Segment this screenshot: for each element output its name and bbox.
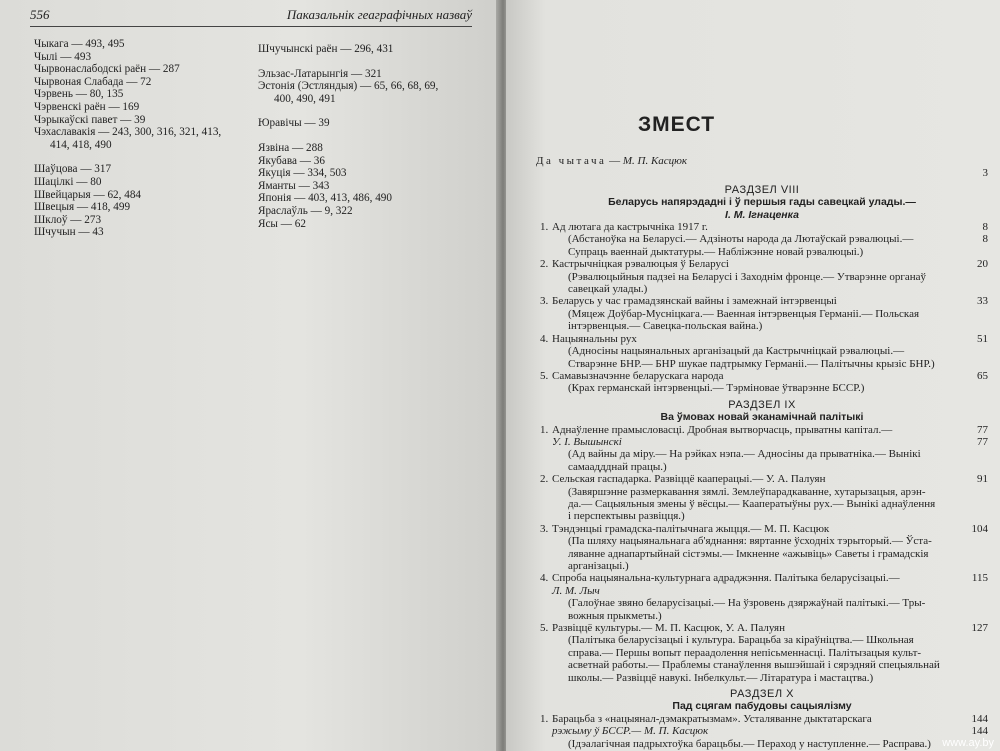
toc-page-number: 51 xyxy=(977,332,988,345)
index-entry: Эстонія (Эстляндыя) — 65, 66, 68, 69, xyxy=(258,80,439,93)
index-entry-continuation: 400, 490, 491 xyxy=(274,92,336,105)
toc-chapter-summary xyxy=(536,672,988,684)
toc-chapter-author: У. І. Вышынскі xyxy=(552,435,622,448)
toc-chapter-title: Беларусь у час грамадзянскай вайны і замежнай інтэрвенцыі xyxy=(552,295,837,308)
toc-chapter-title: Спроба нацыянальна-культурнага адраджэння. Палітыка беларусізацыі.— xyxy=(552,572,900,585)
toc-chapter-summary xyxy=(536,659,988,671)
toc-chapter-title: Аднаўленне прамысловасці. Дробная вытворчасць, прыватны капітал.— xyxy=(552,423,893,436)
toc-chapter-number: 4. xyxy=(540,572,549,585)
toc-summary-text: (Рэвалюцыйныя падзеі на Беларусі і Заходнім фронце.— Утварэнне органаў xyxy=(568,270,927,283)
toc-chapter-summary xyxy=(536,448,988,460)
toc-chapter-author: рэжыму ў БССР.— М. П. Касцюк xyxy=(552,725,709,738)
toc-chapter-number: 5. xyxy=(540,369,549,382)
toc-intro-page-row xyxy=(536,167,988,179)
toc-chapter-summary xyxy=(536,510,988,522)
toc-page-number: 20 xyxy=(977,258,988,271)
toc-chapter-title: Ад лютага да кастрычніка 1917 г. xyxy=(552,221,708,234)
toc-chapter-title: Сельская гаспадарка. Развіццё кааперацыі.— У. А. Палуян xyxy=(552,473,826,486)
page-number: 556 xyxy=(30,7,50,22)
index-gap xyxy=(258,56,478,68)
toc-chapter-summary xyxy=(536,610,988,622)
toc-summary-text: вожныя прыкметы.) xyxy=(568,609,662,622)
toc-intro-author: М. П. Касцюк xyxy=(622,155,688,167)
toc-chapter xyxy=(536,295,988,307)
toc-chapter-number: 3. xyxy=(540,522,549,535)
index-column-2 xyxy=(258,43,478,230)
index-entry: Швецыя — 418, 499 xyxy=(34,201,131,214)
running-title: Паказальнік геаграфічных назваў xyxy=(286,7,472,22)
toc-chapter-number: 5. xyxy=(540,622,549,635)
toc-summary-text: (Ад вайны да міру.— На рэйках нэпа.— Адносіны да прыватніка.— Вынікі xyxy=(568,448,921,461)
index-entry: Шацілкі — 80 xyxy=(34,175,102,188)
toc-chapter-summary xyxy=(536,548,988,560)
toc-page-number: 104 xyxy=(971,522,988,535)
toc-chapter-number: 4. xyxy=(540,332,549,345)
toc-chapter xyxy=(536,333,988,345)
index-entry: Чырвоная Слабада — 72 xyxy=(34,75,152,88)
toc-chapter xyxy=(536,424,988,436)
table-of-contents xyxy=(536,155,988,750)
index-entry: Шчучынскі раён — 296, 431 xyxy=(258,43,394,55)
toc-section-heading: РАЗДЗЕЛ VIII xyxy=(724,183,800,196)
toc-summary-text: інтэрвенцыя.— Савецка-польская вайна.) xyxy=(568,320,763,333)
toc-chapter-summary xyxy=(536,461,988,473)
index-entry: Якуція — 334, 503 xyxy=(258,167,347,180)
toc-chapter-summary xyxy=(536,486,988,498)
toc-chapter-summary xyxy=(536,320,988,332)
toc-chapter-summary xyxy=(536,647,988,659)
toc-chapter xyxy=(536,622,988,634)
toc-summary-text: ляванне аднапартыйнай сістэмы.— Імкненне «ажывіць» Саветы і грамадскія xyxy=(568,547,929,560)
toc-chapter-title: Нацыянальны рух xyxy=(552,332,637,345)
toc-summary-text: справа.— Першы вопыт пераадолення непісьменнасці. Палітызацыя культ- xyxy=(568,646,922,659)
toc-chapter-summary xyxy=(536,308,988,320)
toc-page-number: 144 xyxy=(971,712,988,725)
index-entry: Шчучын — 43 xyxy=(34,226,104,239)
toc-page-number: 77 xyxy=(977,423,988,436)
toc-page-number: 8 xyxy=(982,233,988,246)
toc-chapter xyxy=(536,473,988,485)
toc-chapter xyxy=(536,221,988,233)
toc-chapter-number: 1. xyxy=(540,423,549,436)
toc-page-number: 65 xyxy=(977,369,988,382)
toc-summary-text: (Па шляху нацыянальнага аб'яднання: вяртанне ўсходніх тэрыторый.— Ўста- xyxy=(568,535,932,548)
toc-chapter-number: 2. xyxy=(540,258,549,271)
toc-summary-text: (Завяршэнне размеркавання зямлі. Землеўпарадкаванне, хутарызацыя, арэн- xyxy=(568,485,926,498)
index-entry: Шклоў — 273 xyxy=(34,213,102,226)
index-gap xyxy=(258,130,478,142)
toc-chapter-summary xyxy=(536,597,988,609)
toc-summary-text: (Мяцеж Доўбар-Мусніцкага.— Ваенная інтэрвенцыя Германіі.— Польская xyxy=(568,307,920,320)
toc-part-title: Пад сцягам пабудовы сацыялізму xyxy=(672,700,852,713)
toc-section-heading: РАЗДЗЕЛ IX xyxy=(728,398,796,411)
index-entry: Якубава — 36 xyxy=(258,154,325,167)
right-page xyxy=(506,0,1000,751)
toc-page-number: 3 xyxy=(982,167,988,180)
toc-chapter-title: Развіццё культуры.— М. П. Касцюк, У. А. Палуян xyxy=(552,622,785,635)
toc-summary-text: (Палітыка беларусізацыі і культура. Барацьба за кіраўніцтва.— Школьная xyxy=(568,634,914,647)
index-gap xyxy=(258,105,478,117)
toc-summary-text: (Галоўнае звяно беларусізацыі.— На ўзровень дзяржаўнай палітыкі.— Тры- xyxy=(568,597,926,610)
index-entry-continuation: 414, 418, 490 xyxy=(50,138,112,151)
index-entry: Чэрвенскі раён — 169 xyxy=(34,100,140,113)
toc-page-number: 91 xyxy=(977,473,988,486)
watermark: www.ay.by xyxy=(942,737,994,749)
index-entry: Ясы — 62 xyxy=(258,217,306,230)
index-gap xyxy=(34,151,254,163)
toc-summary-text: да.— Сацыяльныя змены ў вёсцы.— Кааператыўны рух.— Вынікі аднаўлення xyxy=(568,497,936,510)
index-entry: Японія — 403, 413, 486, 490 xyxy=(258,192,392,205)
toc-page-number: 144 xyxy=(971,725,988,738)
toc-chapter-summary xyxy=(536,283,988,295)
index-entry: Швейцарыя — 62, 484 xyxy=(34,188,142,201)
index-entry: Эльзас-Латарынгія — 321 xyxy=(258,67,382,80)
index-entry: Чэрвень — 80, 135 xyxy=(34,88,124,101)
index-entry: Яманты — 343 xyxy=(258,179,330,192)
toc-intro: Да чытача — М. П. Касцюк xyxy=(536,155,688,167)
index-entry: Чылі — 493 xyxy=(34,50,92,63)
toc-page-number: 127 xyxy=(971,622,988,635)
toc-chapter-number: 2. xyxy=(540,473,549,486)
toc-summary-text: (Адносіны нацыянальных арганізацый да Кастрычніцкай рэвалюцыі.— xyxy=(568,345,905,358)
toc-chapter-summary: Супраць ваеннай дыктатуры.— Набліжэнне новай рэвалюцыі.) xyxy=(568,245,864,258)
toc-chapter-title: Кастрычніцкая рэвалюцыя ў Беларусі xyxy=(552,258,729,271)
toc-part-title: Ва ўмовах новай эканамічнай палітыкі xyxy=(660,411,864,424)
toc-summary-text: самааддднай працы.) xyxy=(568,460,667,473)
toc-chapter-summary xyxy=(536,498,988,510)
toc-summary-text: і перспектывы развіцця.) xyxy=(568,510,685,523)
index-entry: Чырвонаслабодскі раён — 287 xyxy=(34,63,180,76)
toc-chapter-number: 1. xyxy=(540,221,549,234)
index-entry: Язвіна — 288 xyxy=(258,141,323,154)
toc-section-heading: РАЗДЗЕЛ X xyxy=(729,688,794,701)
toc-summary-text: савецкай улады.) xyxy=(568,283,648,296)
toc-chapter-summary xyxy=(536,345,988,357)
toc-chapter-continuation xyxy=(536,436,988,448)
toc-summary-text: Стварэнне БНР.— БНР шукае падтрымку Германіі.— Палітычны крызіс БНР.) xyxy=(568,357,935,370)
toc-title: ЗМЕСТ xyxy=(638,113,716,136)
toc-chapter-continuation xyxy=(536,725,988,737)
toc-chapter xyxy=(536,713,988,725)
running-header xyxy=(30,4,472,27)
toc-page-number: 77 xyxy=(977,435,988,448)
index-column-1 xyxy=(34,38,254,239)
toc-summary-text: (Абстаноўка на Беларусі.— Адзіноты народа да Лютаўскай рэвалюцыі.— xyxy=(568,233,914,246)
toc-page-number: 115 xyxy=(971,572,988,585)
toc-chapter-summary xyxy=(536,634,988,646)
toc-chapter-summary xyxy=(536,382,988,394)
toc-chapter-author: Л. М. Лыч xyxy=(552,584,600,597)
toc-chapter-summary xyxy=(536,535,988,547)
toc-page-number: 8 xyxy=(982,221,988,234)
toc-chapter-summary xyxy=(536,271,988,283)
toc-summary-text: школы.— Развіццё навукі. Інбелкульт.— Літаратура і мастацтва.) xyxy=(568,671,874,684)
toc-summary-text: асветнай работы.— Праблемы станаўлення вышэйшай і сярэдняй спецыяльнай xyxy=(568,659,940,672)
toc-chapter-summary xyxy=(536,233,988,245)
toc-part-author: І. М. Ігнаценка xyxy=(725,208,799,221)
toc-chapter-summary xyxy=(536,738,988,750)
toc-summary-text: арганізацыі.) xyxy=(568,560,629,572)
toc-chapter-continuation xyxy=(536,585,988,597)
toc-summary-text: (Крах германскай інтэрвенцыі.— Тэрміновае ўтварэнне БССР.) xyxy=(568,382,865,395)
toc-chapter xyxy=(536,258,988,270)
toc-intro-label: Да чытача xyxy=(536,155,607,167)
toc-chapter-title: Тэндэнцыі грамадска-палітычнага жыцця.— М. П. Касцюк xyxy=(552,522,830,535)
index-entry: Юравічы — 39 xyxy=(258,117,330,130)
index-entry: Чыкага — 493, 495 xyxy=(34,38,125,50)
toc-chapter xyxy=(536,370,988,382)
toc-chapter xyxy=(536,523,988,535)
index-entry: Чэрыкаўскі павет — 39 xyxy=(34,113,146,126)
toc-part-title: Беларусь напярэдадні і ў першыя гады савецкай улады.— xyxy=(608,196,916,209)
index-entry: Чэхаславакія — 243, 300, 316, 321, 413, xyxy=(34,126,222,139)
toc-chapter-number: 1. xyxy=(540,712,549,725)
toc-chapter-title: Самавызначэнне беларускага народа xyxy=(552,369,724,382)
toc-chapter-number: 3. xyxy=(540,295,549,308)
toc-chapter-summary xyxy=(536,560,988,572)
toc-page-number: 33 xyxy=(977,295,988,308)
index-entry: Шаўцова — 317 xyxy=(34,163,112,176)
toc-chapter xyxy=(536,572,988,584)
toc-summary-text: (Ідэалагічная падрыхтоўка барацьбы.— Пераход у наступленне.— Расправа.) xyxy=(568,737,931,750)
toc-chapter-summary xyxy=(536,358,988,370)
toc-chapter-title: Барацьба з «нацыянал-дэмакратызмам». Усталяванне дыктатарскага xyxy=(552,712,872,725)
index-entry: Яраслаўль — 9, 322 xyxy=(258,204,353,217)
